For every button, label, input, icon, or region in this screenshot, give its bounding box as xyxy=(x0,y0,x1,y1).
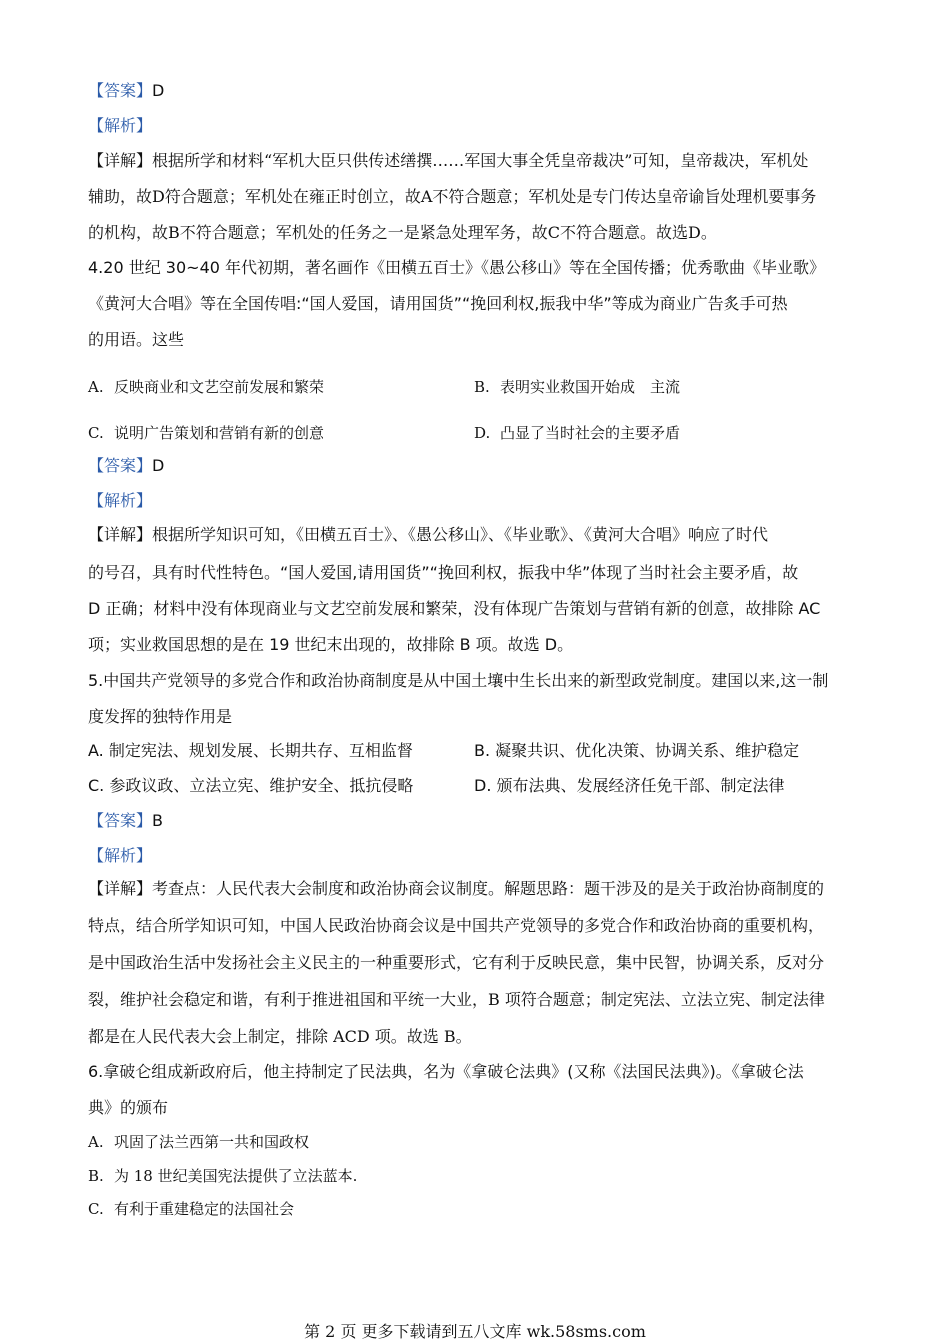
q5-analysis-tag: 【解析】 xyxy=(88,846,153,865)
answer-value: D xyxy=(152,456,165,475)
q4-detail-line: D 正确；材料中没有体现商业与文艺空前发展和繁荣，没有体现广告策划与营销有新的创意，故排除 AC xyxy=(88,599,821,618)
q4-option-c: C. 说明广告策划和营销有新的创意 xyxy=(88,424,325,442)
answer-value: D xyxy=(152,81,165,100)
detail-tag: 【详解】 xyxy=(88,525,153,544)
q3-analysis-tag: 【解析】 xyxy=(88,116,153,135)
q6-option-a: A. 巩固了法兰西第一共和国政权 xyxy=(88,1133,310,1151)
answer-tag: 【答案】 xyxy=(88,456,153,475)
q4-stem-line: 4.20 世纪 30~40 年代初期，著名画作《田横五百士》《愚公移山》等在全国传播；优秀歌曲《毕业歌》 xyxy=(88,258,826,277)
q5-detail-line: 特点，结合所学知识可知，中国人民政治协商会议是中国共产党领导的多党合作和政治协商的重要机构， xyxy=(88,916,825,935)
answer-tag: 【答案】 xyxy=(88,81,153,100)
q4-detail-line: 项；实业救国思想的是在 19 世纪末出现的，故排除 B 项。故选 D。 xyxy=(88,635,574,654)
q5-option-a: A. 制定宪法、规划发展、长期共存、互相监督 xyxy=(88,741,413,760)
q5-detail-line: 裂，维护社会稳定和谐，有利于推进祖国和平统一大业，B 项符合题意；制定宪法、立法立宪、制定法律 xyxy=(88,990,825,1009)
answer-value: B xyxy=(152,811,163,830)
q5-answer-line xyxy=(88,810,868,832)
q3-detail-line: 辅助，故D符合题意；军机处在雍正时创立，故A不符合题意；军机处是专门传达皇帝谕旨处理机要事务 xyxy=(88,187,817,206)
q4-option-d: D. 凸显了当时社会的主要矛盾 xyxy=(474,424,681,442)
q4-analysis-tag: 【解析】 xyxy=(88,491,153,510)
q4-option-a: A. 反映商业和文艺空前发展和繁荣 xyxy=(88,378,325,396)
q6-stem-line: 6.拿破仑组成新政府后，他主持制定了民法典，名为《拿破仑法典》(又称《法国民法典》)。《拿破仑法 xyxy=(88,1062,804,1081)
q5-detail-line: 【详解】考查点：人民代表大会制度和政治协商会议制度。解题思路：题干涉及的是关于政治协商制度的 xyxy=(88,879,825,898)
q4-answer-line xyxy=(88,455,868,477)
q5-detail-line: 都是在人民代表大会上制定，排除 ACD 项。故选 B。 xyxy=(88,1027,472,1046)
q3-answer-line xyxy=(88,80,868,102)
q4-stem-line: 《黄河大合唱》等在全国传唱:“国人爱国，请用国货”“挽回利权,振我中华”等成为商业广告炙手可热 xyxy=(88,294,788,313)
q3-detail-line: 【详解】根据所学和材料“军机大臣只供传述缮撰……军国大事全凭皇帝裁决”可知，皇帝裁决，军机处 xyxy=(88,151,809,170)
q4-stem-line: 的用语。这些 xyxy=(88,330,185,349)
q5-option-c: C. 参政议政、立法立宪、维护安全、抵抗侵略 xyxy=(88,776,414,795)
page-footer: 第 2 页 更多下载请到五八文库 wk.58sms.com xyxy=(304,1322,646,1341)
q4-option-b: B. 表明实业救国开始成 主流 xyxy=(474,378,681,396)
q5-option-d: D. 颁布法典、发展经济任免干部、制定法律 xyxy=(474,776,785,795)
q5-option-b: B. 凝聚共识、优化决策、协调关系、维护稳定 xyxy=(474,741,800,760)
q5-stem-line: 度发挥的独特作用是 xyxy=(88,707,233,726)
detail-tag: 【详解】 xyxy=(88,879,153,898)
q5-detail-line: 是中国政治生活中发扬社会主义民主的一种重要形式，它有利于反映民意，集中民智，协调关系，反对分 xyxy=(88,953,825,972)
q6-stem-line: 典》的颁布 xyxy=(88,1098,169,1117)
q6-option-c: C. 有利于重建稳定的法国社会 xyxy=(88,1200,295,1218)
q6-option-b: B. 为 18 世纪美国宪法提供了立法蓝本. xyxy=(88,1167,358,1185)
answer-tag: 【答案】 xyxy=(88,811,153,830)
q5-stem-line: 5.中国共产党领导的多党合作和政治协商制度是从中国土壤中生长出来的新型政党制度。建国以来,这一制 xyxy=(88,671,829,690)
q4-detail-line: 的号召，具有时代性特色。“国人爱国,请用国货”“挽回利权，振我中华”体现了当时社会主要矛盾，故 xyxy=(88,563,799,582)
detail-tag: 【详解】 xyxy=(88,151,153,170)
q3-detail-line: 的机构，故B不符合题意；军机处的任务之一是紧急处理军务，故C不符合题意。故选D。 xyxy=(88,223,717,242)
q4-detail-line: 【详解】根据所学知识可知，《田横五百士》、《愚公移山》、《毕业歌》、《黄河大合唱》响应了时代 xyxy=(88,525,769,544)
